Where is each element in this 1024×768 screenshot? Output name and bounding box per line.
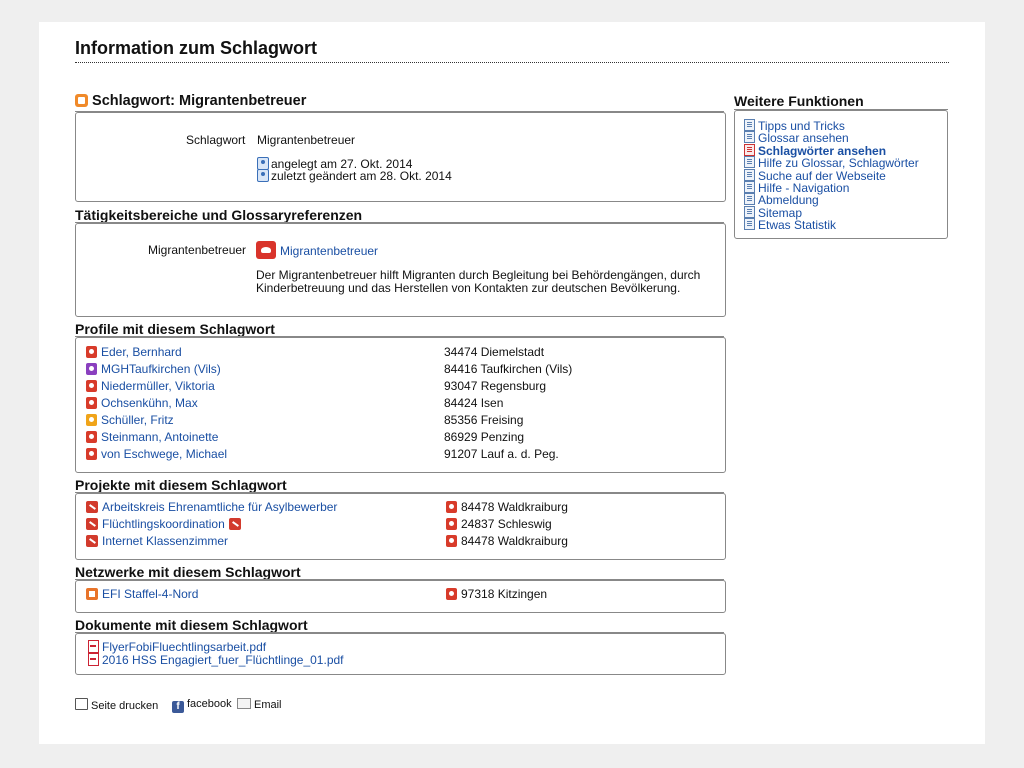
- facebook-icon: f: [172, 701, 184, 713]
- project-name[interactable]: Arbeitskreis Ehrenamtliche für Asylbewerber: [102, 500, 338, 514]
- profile-row[interactable]: [86, 429, 218, 446]
- mail-icon: [237, 698, 251, 709]
- tag-info-box: [75, 112, 726, 202]
- project-row[interactable]: [86, 516, 245, 533]
- project-location: [446, 516, 552, 533]
- location-pin-icon: [446, 518, 457, 530]
- sidebar-item-label[interactable]: Hilfe zu Glossar, Schlagwörter: [758, 156, 919, 171]
- profile-name[interactable]: Ochsenkühn, Max: [101, 396, 198, 410]
- projects-box: [75, 493, 726, 560]
- glossary-icon: [256, 241, 276, 259]
- documents-box: [75, 633, 726, 675]
- location-pin-icon: [86, 346, 97, 358]
- document-item[interactable]: FlyerFobiFluechtlingsarbeit.pdf: [88, 640, 266, 654]
- user-icon: [257, 169, 269, 182]
- profile-location: 84416 Taufkirchen (Vils): [444, 362, 573, 376]
- modified-info: zuletzt geändert am 28. Okt. 2014: [257, 169, 452, 183]
- sidebar-item[interactable]: [744, 181, 919, 193]
- profile-location: 85356 Freising: [444, 413, 524, 427]
- pdf-icon: [88, 653, 99, 666]
- sidebar-item-label[interactable]: Schlagwörter ansehen: [758, 143, 887, 158]
- activity-section-title: Tätigkeitsbereiche und Glossaryreferenzen: [75, 207, 363, 223]
- sidebar-item-label[interactable]: Hilfe - Navigation: [758, 180, 850, 195]
- profiles-section-title: Profile mit diesem Schlagwort: [75, 321, 275, 337]
- sidebar-item[interactable]: [744, 131, 919, 146]
- profile-row[interactable]: [86, 412, 174, 429]
- location-pin-icon: [86, 363, 97, 375]
- project-location-text: 84478 Waldkraiburg: [461, 534, 568, 548]
- location-pin-icon: [86, 448, 97, 460]
- facebook-link[interactable]: f facebook: [172, 698, 232, 713]
- profile-name[interactable]: Eder, Bernhard: [101, 345, 182, 359]
- document-icon: [744, 144, 755, 156]
- document-icon: [744, 218, 755, 230]
- profile-name[interactable]: Steinmann, Antoinette: [101, 430, 219, 444]
- profile-location: 91207 Lauf a. d. Peg.: [444, 447, 559, 461]
- profile-location: 34474 Diemelstadt: [444, 345, 545, 359]
- sidebar-item[interactable]: [744, 119, 919, 131]
- pdf-icon: [88, 640, 99, 653]
- printer-icon: [75, 698, 88, 710]
- sidebar-item[interactable]: [744, 193, 919, 208]
- project-location: [446, 499, 568, 516]
- document-icon: [744, 206, 755, 218]
- document-item[interactable]: 2016 HSS Engagiert_fuer_Flüchtlinge_01.pdf: [88, 653, 344, 667]
- profile-location: 84424 Isen: [444, 396, 504, 410]
- profile-location: 86929 Penzing: [444, 430, 525, 444]
- sidebar-item[interactable]: [744, 144, 919, 156]
- document-icon: [744, 193, 755, 205]
- profile-name[interactable]: Niedermüller, Viktoria: [101, 379, 215, 393]
- project-name[interactable]: Flüchtlingskoordination: [102, 517, 225, 531]
- sidebar-item-label[interactable]: Suche auf der Webseite: [758, 168, 886, 183]
- activity-box: [75, 223, 726, 317]
- created-info: angelegt am 27. Okt. 2014: [257, 157, 412, 171]
- network-location: [446, 586, 547, 603]
- title-divider: [75, 62, 949, 63]
- project-icon: [86, 535, 98, 547]
- email-link[interactable]: Email: [237, 698, 282, 711]
- network-icon: [86, 588, 98, 600]
- tag-label: Schlagwort: [186, 133, 246, 147]
- sidebar-item[interactable]: [744, 169, 919, 181]
- sidebar-title: Weitere Funktionen: [734, 93, 864, 109]
- location-pin-icon: [86, 431, 97, 443]
- page-title: Information zum Schlagwort: [75, 38, 318, 58]
- location-pin-icon: [446, 501, 457, 513]
- activity-description-1: Der Migrantenbetreuer hilft Migranten durch Begleitung bei Behördengängen, durch: [256, 268, 701, 282]
- profile-row[interactable]: [86, 446, 227, 463]
- project-icon: [86, 501, 98, 513]
- sidebar-item[interactable]: [744, 206, 919, 218]
- location-pin-icon: [86, 397, 97, 409]
- profile-name[interactable]: MGHTaufkirchen (Vils): [101, 362, 221, 376]
- sidebar-item-label[interactable]: Tipps und Tricks: [758, 119, 845, 133]
- project-location-text: 24837 Schleswig: [461, 517, 552, 531]
- location-pin-icon: [86, 414, 97, 426]
- networks-box: [75, 580, 726, 613]
- networks-section-title: Netzwerke mit diesem Schlagwort: [75, 564, 301, 580]
- profile-name[interactable]: Schüller, Fritz: [101, 413, 174, 427]
- activity-description-2: Kinderbetreuung und das Herstellen von Kontakten zur deutschen Bevölkerung.: [256, 281, 681, 295]
- project-location: [446, 533, 568, 550]
- glossary-link[interactable]: Migrantenbetreuer: [256, 241, 378, 259]
- project-location-text: 84478 Waldkraiburg: [461, 500, 568, 514]
- project-icon: [86, 518, 98, 530]
- sidebar-box: [734, 110, 948, 239]
- network-row[interactable]: [86, 586, 198, 603]
- project-row[interactable]: [86, 533, 228, 550]
- project-name[interactable]: Internet Klassenzimmer: [102, 534, 229, 548]
- profile-row[interactable]: [86, 361, 221, 378]
- documents-section-title: Dokumente mit diesem Schlagwort: [75, 617, 308, 633]
- document-icon: [744, 156, 755, 168]
- location-pin-icon: [446, 588, 457, 600]
- project-row[interactable]: [86, 499, 337, 516]
- location-pin-icon: [86, 380, 97, 392]
- tag-section-title: Schlagwort: Migrantenbetreuer: [75, 93, 306, 109]
- sidebar-item-label[interactable]: Sitemap: [758, 205, 803, 220]
- profile-location: 93047 Regensburg: [444, 379, 547, 393]
- document-icon: [744, 119, 755, 131]
- profile-row[interactable]: [86, 395, 198, 412]
- sidebar-item[interactable]: [744, 156, 919, 171]
- network-location-text: 97318 Kitzingen: [461, 587, 548, 601]
- profiles-box: [75, 337, 726, 473]
- document-icon: [744, 169, 755, 181]
- profile-row[interactable]: [86, 378, 215, 395]
- location-pin-icon: [446, 535, 457, 547]
- document-icon: [744, 131, 755, 143]
- page-container: [39, 22, 985, 744]
- activity-label: Migrantenbetreuer: [148, 243, 247, 257]
- tag-value: Migrantenbetreuer: [257, 133, 356, 147]
- tag-icon: [75, 94, 88, 107]
- print-link[interactable]: Seite drucken: [75, 698, 158, 712]
- sidebar-item-label[interactable]: Etwas Statistik: [758, 218, 837, 233]
- profile-row[interactable]: [86, 344, 182, 361]
- sidebar-item-label[interactable]: Abmeldung: [758, 193, 819, 208]
- projects-section-title: Projekte mit diesem Schlagwort: [75, 477, 287, 493]
- sidebar-item-label[interactable]: Glossar ansehen: [758, 131, 849, 146]
- network-name[interactable]: EFI Staffel-4-Nord: [102, 587, 199, 601]
- sidebar-list: [744, 119, 919, 231]
- sidebar-item[interactable]: [744, 218, 919, 233]
- document-icon: [744, 181, 755, 193]
- project-icon: [229, 518, 241, 530]
- profile-name[interactable]: von Eschwege, Michael: [101, 447, 228, 461]
